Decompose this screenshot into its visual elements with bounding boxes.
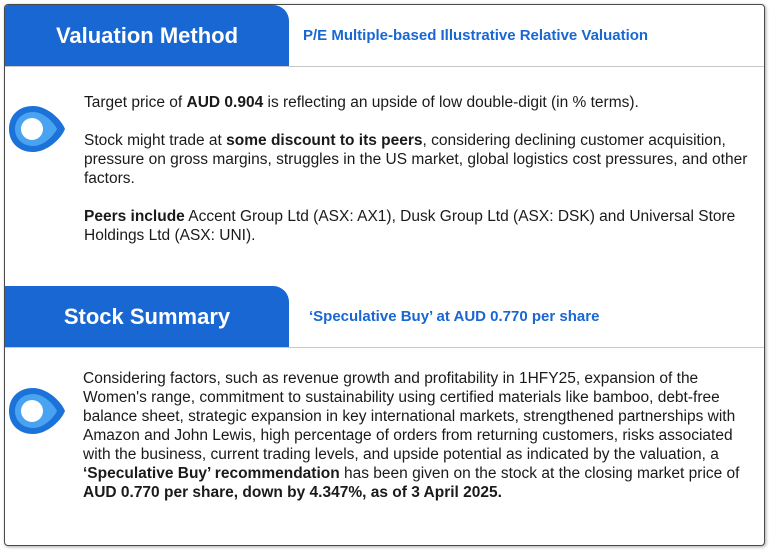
- valuation-subtitle: P/E Multiple-based Illustrative Relative Valuation: [303, 27, 649, 44]
- valuation-body: [84, 93, 760, 245]
- report-card: [4, 4, 765, 546]
- valuation-header: [5, 5, 765, 67]
- droplet-ring-icon: [7, 385, 67, 437]
- discount-paragraph: Stock might trade at some discount to its peers, considering declining customer acquisition, pressure on gross margins, struggles in the US market, global logistics cost pressures, and other factors.: [84, 132, 748, 187]
- summary-body: Considering factors, such as revenue growth and profitability in 1HFY25, expansion of the Women's range, commitment to sustainability using certified materials like bamboo, debt-free balance sheet, strategic expansion in key international markets, strengthened partnerships with Amazon and John Lewis, high percentage of orders from returning customers, risks associated with the business, current trading levels, and upside potential as indicated by the valuation, a ‘Speculative Buy’ recommendation has been given on the stock at the closing market price of AUD 0.770 per share, down by 4.347%, as of 3 April 2025.: [83, 370, 740, 501]
- summary-header: [5, 286, 765, 348]
- peers-paragraph: Peers include Accent Group Ltd (ASX: AX1), Dusk Group Ltd (ASX: DSK) and Universal Store Holdings Ltd (ASX: UNI).: [84, 208, 736, 244]
- target-price-paragraph: Target price of AUD 0.904 is reflecting an upside of low double-digit (in % terms).: [84, 94, 639, 111]
- summary-title: Stock Summary: [5, 286, 289, 347]
- valuation-title: Valuation Method: [5, 5, 289, 66]
- droplet-ring-icon: [7, 103, 67, 155]
- summary-subtitle: ‘Speculative Buy’ at AUD 0.770 per share: [309, 308, 600, 325]
